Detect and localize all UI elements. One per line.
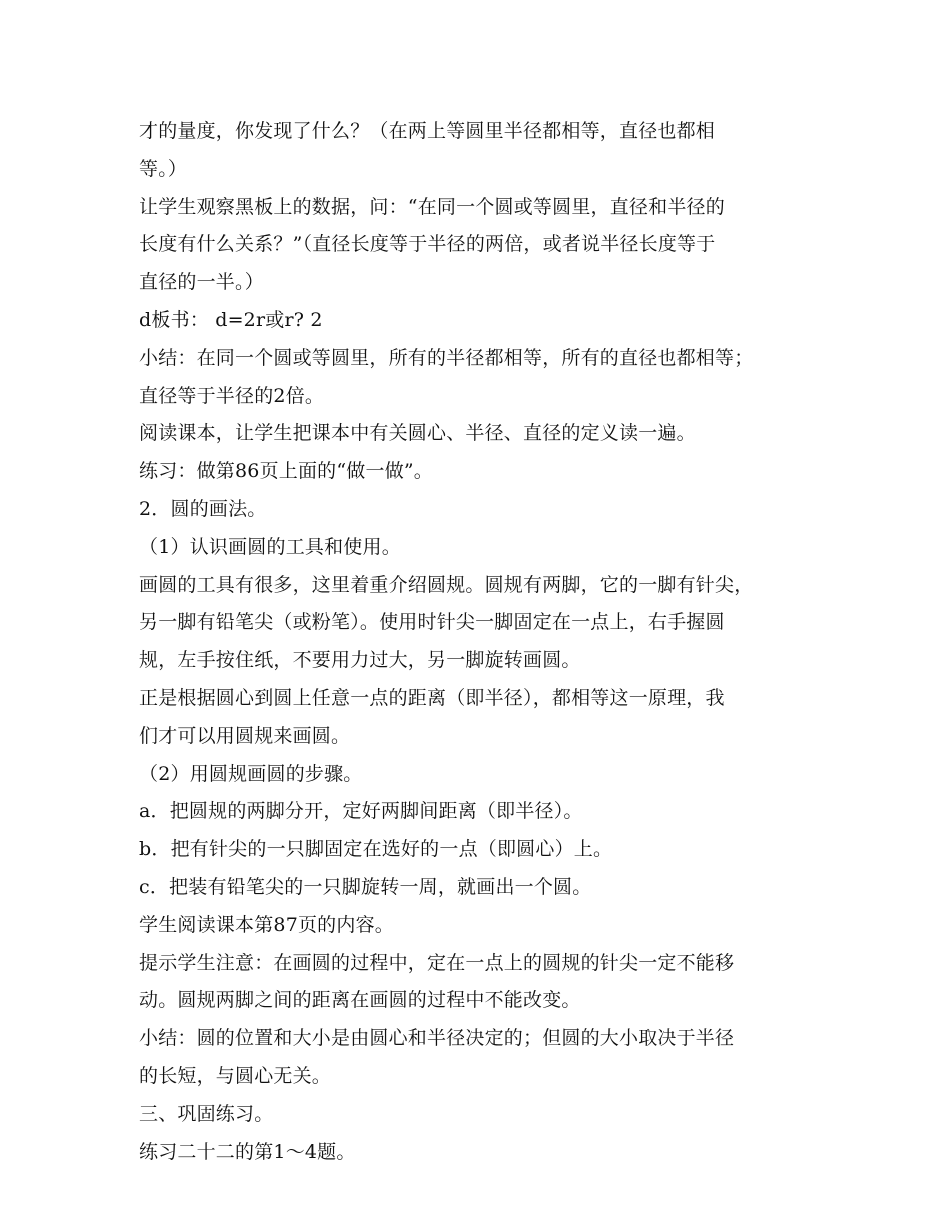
text-line: d板书： d=2r或r? 2 [139,308,323,331]
document-body [139,113,819,1171]
text-line: 正是根据圆心到圆上任意一点的距离（即半径），都相等这一原理，我 [139,686,725,709]
text-line: 的长短，与圆心无关。 [139,1064,332,1087]
text-line: 等。） [139,157,188,180]
text-line: 们才可以用圆规来画圆。 [139,724,351,747]
step-item: a．把圆规的两脚分开，定好两脚间距离（即半径）。 [139,800,583,823]
text-line: 直径等于半径的2倍。 [139,384,325,407]
text-line: 小结：圆的位置和大小是由圆心和半径决定的；但圆的大小取决于半径 [139,1027,735,1050]
text-line: 小结：在同一个圆或等圆里，所有的半径都相等，所有的直径也都相等； [139,346,754,369]
text-line: 直径的一半。） [139,271,264,294]
text-line: 动。圆规两脚之间的距离在画圆的过程中不能改变。 [139,989,581,1012]
step-item: c．把装有铅笔尖的一只脚旋转一周，就画出一个圆。 [139,875,592,898]
text-line: 长度有什么关系？”（直径长度等于半径的两倍，或者说半径长度等于 [139,233,716,256]
text-line: 让学生观察黑板上的数据，问：“在同一个圆或等圆里，直径和半径的 [139,195,725,218]
text-line: 学生阅读课本第87页的内容。 [139,913,394,936]
section-heading: 三、巩固练习。 [139,1102,274,1125]
step-item: b．把有针尖的一只脚固定在选好的一点（即圆心）上。 [139,838,613,861]
subsection-heading: （2）用圆规画圆的步骤。 [139,762,363,785]
text-line: 另一脚有铅笔尖（或粉笔）。使用时针尖一脚固定在一点上，右手握圆 [139,611,725,634]
text-line: 阅读课本，让学生把课本中有关圆心、半径、直径的定义读一遍。 [139,422,696,445]
text-line: 才的量度，你发现了什么？（在两上等圆里半径都相等，直径也都相 [139,120,716,142]
text-line: 提示学生注意：在画圆的过程中，定在一点上的圆规的针尖一定不能移 [139,951,735,974]
section-heading: 2．圆的画法。 [139,497,267,520]
text-line: 练习：做第86页上面的“做一做”。 [139,460,434,483]
text-line: 规，左手按住纸，不要用力过大，另一脚旋转画圆。 [139,649,581,672]
subsection-heading: （1）认识画圆的工具和使用。 [139,535,401,558]
text-line: 画圆的工具有很多，这里着重介绍圆规。圆规有两脚，它的一脚有针尖， [139,573,754,596]
text-line: 练习二十二的第1～4题。 [139,1140,356,1163]
